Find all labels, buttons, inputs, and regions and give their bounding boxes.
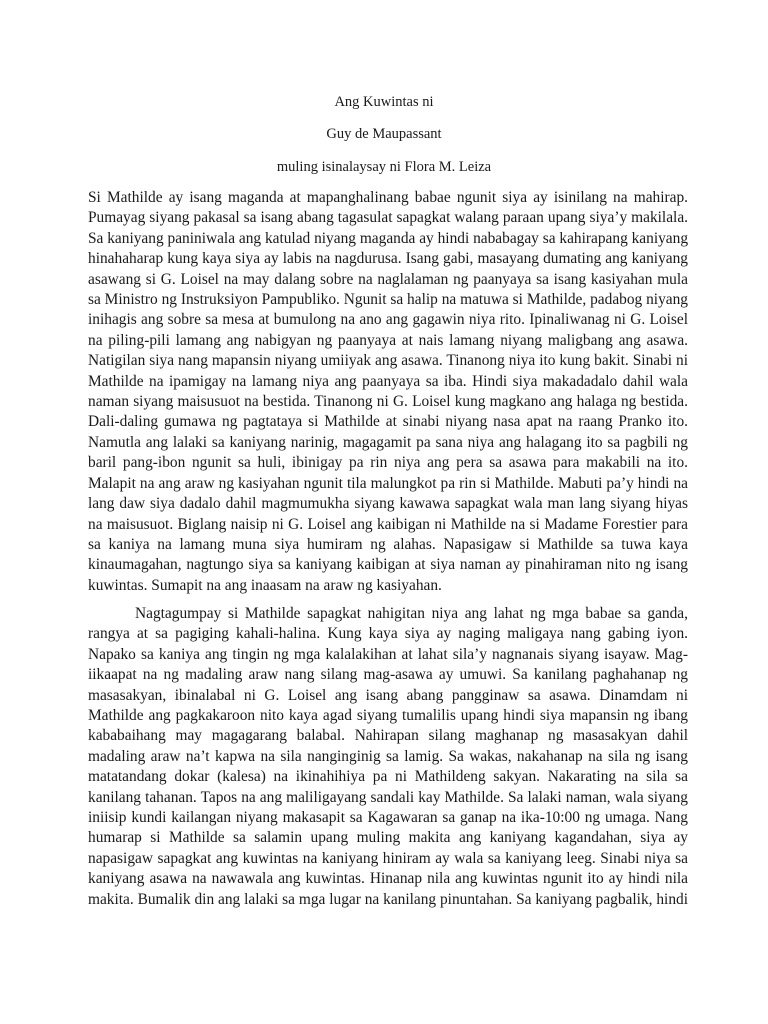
text-line: Namutla ang lalaki sa kaniyang narinig, magagamit pa sana niya ang halagang ito sa pagbili ng [88,433,688,451]
text-line: makita. Bumalik din ang lalaki sa mga lugar na kanilang pinuntahan. Sa kaniyang pagbalik, hindi [88,890,688,908]
text-line: Pumayag siyang pakasal sa isang abang tagasulat sapagkat walang paraan upang siya’y makilala. [88,209,688,227]
text-line: Sa kaniyang paniniwala ang katulad niyang maganda ay hindi nababagay sa kahirapang kaniyang [88,229,688,247]
text-line: naman siyang maisusuot na bestida. Tinanong ni G. Loisel kung magkano ang halaga ng bestida. [88,393,688,411]
text-line: kinaumagahan, nagtungo siya sa kaniyang kaibigan at siya naman ay pinahiraman nito ng isang [88,556,688,574]
text-line: Natigilan siya nang mapansin niyang umiiyak ang asawa. Tinanong niya ito kung bakit. Sinabi ni [88,352,688,370]
paragraph-1 [88,188,688,596]
text-line: rangya at sa pagiging kahali-halina. Kung kaya siya ay naging maligaya nang gabing iyon. [88,625,688,643]
text-line: iikaapat na ng madaling araw nang silang mag-asawa ay umuwi. Sa kanilang paghahanap ng [88,666,688,684]
text-line: asawang si G. Loisel na may dalang sobre na naglalaman ng paanyaya sa isang kasiyahan mula [88,270,688,288]
text-line: kanilang tahanan. Tapos na ang maliligayang sandali kay Mathilde. Sa lalaki naman, wala siyang [88,788,688,806]
text-line: Mathilde ang pagkakaroon nito kaya agad siyang tumalilis upang hindi siya mapansin ng ibang [88,707,688,725]
text-line: sa Ministro ng Instruksiyon Pampubliko. Ngunit sa halip na matuwa si Mathilde, padabog niyang [88,291,688,309]
text-line: humarap si Mathilde sa salamin upang muling makita ang kaniyang kagandahan, siya ay [88,829,688,847]
text-line: Nagtagumpay si Mathilde sapagkat nahigitan niya ang lahat ng mga babae sa ganda, [135,605,688,622]
story-reteller: muling isinalaysay ni Flora M. Leiza [276,159,492,175]
text-line: Dali-daling gumawa ng pagtataya si Mathilde at sinabi niyang nasa apat na raang Pranko ito. [88,413,688,431]
text-line: Napako sa kaniya ang tingin ng mga kalalakihan at lahat sila’y nagnanais siyang isayaw. Mag- [88,645,688,663]
story-author: Guy de Maupassant [326,126,442,142]
text-line: baril pang-ibon ngunit sa huli, ibinigay pa rin niya ang pera sa asawa para makabili na ito. [88,454,688,472]
text-line: napasigaw sapagkat ang kuwintas na kaniyang hiniram ay wala sa kaniyang leeg. Sinabi niya sa [88,849,688,867]
text-line: lang daw siya dadalo dahil magmumukha siyang kawawa sapagkat wala man lang siyang hiyas [88,495,688,513]
text-line: inihagis ang sobre sa mesa at bumulong na ano ang gagawin niya rito. Ipinaliwanag ni G. Loisel [88,311,688,329]
text-line: kababaihang may magagarang balabal. Nahirapan silang maghanap ng masasakyan dahil [88,727,688,745]
text-line: madaling araw na’t kapwa na sila nanginginig sa lamig. Sa wakas, nakahanap na sila ng isang [88,747,688,765]
text-line: Si Mathilde ay isang maganda at mapanghalinang babae ngunit siya ay isinilang na mahirap. [88,189,688,206]
text-line: masasakyan, ibinalabal ni G. Loisel ang isang abang pangginaw sa asawa. Dinamdam ni [88,686,688,704]
text-line: na piling-pili lamang ang nabigyan ng paanyaya at nais lamang niyang maligbang ang asawa. [88,331,688,349]
text-line: sa kaniya na lamang muna siya humiram ng alahas. Napasigaw si Mathilde sa tuwa kaya [88,535,688,553]
text-line: matatandang dokar (kalesa) na ikinahihiya pa ni Mathildeng sakyan. Nakarating na sila sa [88,768,688,786]
text-line: Mathilde na ipamigay na lamang niya ang paanyaya sa iba. Hindi siya makadadalo dahil wala [88,372,688,390]
paragraph-2 [88,604,688,910]
text-line: kaniyang asawa na nawawala ang kuwintas. Hinanap nila ang kuwintas ngunit ito ay hindi nila [88,870,688,888]
text-line: kuwintas. Sumapit na ang inaasam na araw ng kasiyahan. [88,576,442,594]
text-line: iniisip kundi kailangan niyang makasapit sa Kagawaran sa ganap na ika-10:00 ng umaga. Nang [88,809,688,827]
text-line: Malapit na ang araw ng kasiyahan ngunit tila malungkot pa rin si Mathilde. Mabuti pa’y hindi na [88,474,688,492]
text-line: hinahaharap kung kaya siya ay labis na nagdurusa. Isang gabi, masayang dumating ang kaniyang [88,250,688,268]
story-title: Ang Kuwintas ni [334,94,434,110]
text-line: na maisusuot. Biglang naisip ni G. Loisel ang kaibigan ni Mathilde na si Madame Forestier para [88,515,688,533]
